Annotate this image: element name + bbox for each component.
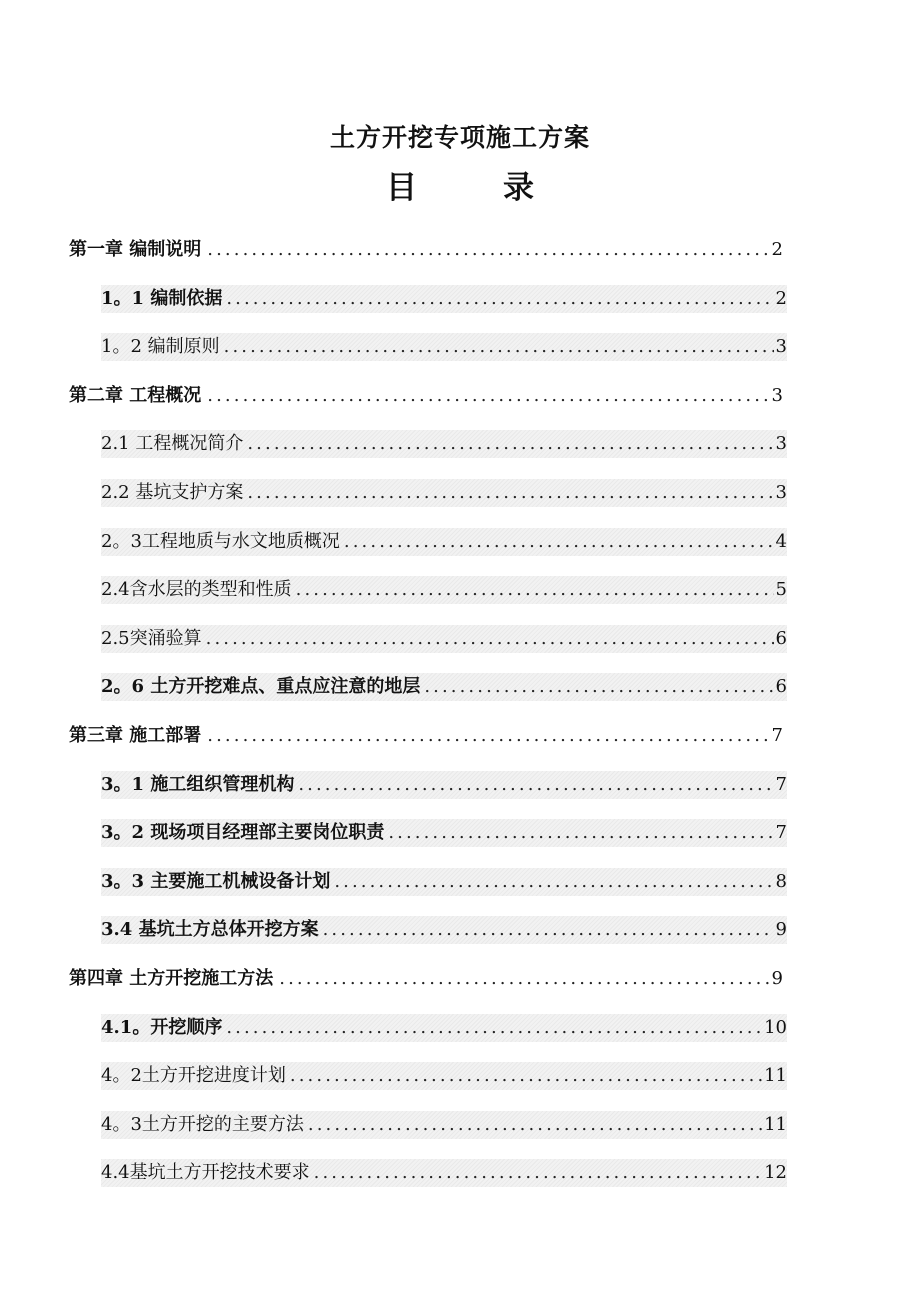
toc-section-entry[interactable]: [101, 285, 787, 313]
toc-entry-label: 2.2 基坑支护方案: [101, 482, 244, 503]
toc-page-number: 7: [775, 773, 787, 795]
toc-page-number: 8: [775, 870, 787, 892]
toc-dot-leader: [344, 528, 774, 556]
toc-dot-leader: [247, 479, 773, 507]
toc-entry-label: 4。2土方开挖进度计划: [101, 1065, 286, 1087]
toc-page-number: 9: [775, 919, 787, 941]
toc-section-entry[interactable]: [101, 673, 787, 701]
toc-dot-leader: [206, 625, 774, 653]
toc-page-number: 2: [775, 287, 787, 309]
toc-section-entry[interactable]: [101, 625, 787, 653]
toc-section-entry[interactable]: [101, 333, 787, 361]
toc-dot-leader: [308, 1111, 762, 1139]
document-title: 土方开挖专项施工方案: [329, 123, 590, 152]
toc-page-number: 3: [775, 433, 787, 455]
toc-dot-leader: [290, 1062, 762, 1090]
toc-entry-label: 2。6 土方开挖难点、重点应注意的地层: [101, 676, 421, 698]
toc-page-number: 2: [771, 239, 783, 260]
toc-entry-label: 2。3工程地质与水文地质概况: [101, 530, 340, 552]
toc-dot-leader: [226, 285, 773, 313]
toc-dot-leader: [207, 722, 769, 750]
toc-section-entry[interactable]: [101, 1062, 787, 1090]
toc-page-number: 12: [764, 1162, 787, 1184]
toc-entry-label: 第二章 工程概况: [69, 384, 202, 406]
toc-chapter-entry[interactable]: [69, 382, 783, 410]
toc-section-entry[interactable]: [101, 771, 787, 799]
toc-section-entry[interactable]: [101, 430, 787, 458]
toc-section-entry[interactable]: [101, 528, 787, 556]
toc-dot-leader: [207, 382, 769, 410]
toc-chapter-entry[interactable]: [69, 236, 783, 264]
toc-page-number: 11: [764, 1113, 787, 1135]
toc-page-number: 11: [764, 1065, 787, 1087]
toc-section-entry[interactable]: [101, 916, 787, 944]
toc-dot-leader: [207, 236, 769, 264]
toc-dot-leader: [224, 333, 774, 361]
toc-chapter-entry[interactable]: [69, 722, 783, 750]
toc-chapter-entry[interactable]: [69, 965, 783, 993]
toc-entry-label: 4.4基坑土方开挖技术要求: [101, 1162, 310, 1184]
toc-page-number: 9: [771, 968, 783, 989]
toc-page-number: 6: [775, 676, 787, 698]
toc-dot-leader: [298, 771, 773, 799]
toc-entry-label: 3。1 施工组织管理机构: [101, 773, 295, 795]
toc-entry-label: 2.1 工程概况简介: [101, 433, 244, 455]
toc-entry-label: 3.4 基坑土方总体开挖方案: [101, 919, 319, 941]
toc-dot-leader: [296, 576, 774, 604]
toc-page-number: 6: [775, 627, 787, 649]
toc-section-entry[interactable]: [101, 1111, 787, 1139]
toc-entry-label: 第三章 施工部署: [69, 725, 202, 746]
toc-entry-label: 第四章 土方开挖施工方法: [69, 968, 274, 989]
toc-dot-leader: [247, 430, 773, 458]
toc-dot-leader: [323, 916, 774, 944]
toc-section-entry[interactable]: [101, 1014, 787, 1042]
toc-page-number: 5: [775, 579, 787, 601]
toc-dot-leader: [314, 1159, 762, 1187]
toc-section-entry[interactable]: [101, 576, 787, 604]
toc-page-number: 4: [775, 530, 787, 552]
toc-dot-leader: [226, 1014, 762, 1042]
toc-section-entry[interactable]: [101, 1159, 787, 1187]
toc-entry-label: 3。2 现场项目经理部主要岗位职责: [101, 822, 385, 844]
toc-page-number: 7: [771, 725, 783, 746]
toc-entry-label: 1。1 编制依据: [101, 287, 223, 309]
toc-entry-label: 第一章 编制说明: [69, 239, 202, 260]
toc-page-number: 7: [775, 822, 787, 844]
toc-dot-leader: [388, 819, 773, 847]
toc-page-number: 3: [771, 384, 783, 406]
toc-entry-label: 1。2 编制原则: [101, 336, 220, 358]
toc-section-entry[interactable]: [101, 479, 787, 507]
toc-heading: 目录: [386, 170, 620, 206]
toc-page-number: 3: [775, 482, 787, 503]
toc-entry-label: 2.5突涌验算: [101, 627, 202, 649]
toc-entry-label: 2.4含水层的类型和性质: [101, 579, 292, 601]
toc-dot-leader: [334, 868, 773, 896]
toc-entry-label: 4.1。开挖顺序: [101, 1016, 223, 1038]
toc-dot-leader: [424, 673, 773, 701]
toc-section-entry[interactable]: [101, 819, 787, 847]
toc-section-entry[interactable]: [101, 868, 787, 896]
toc-page-number: 10: [764, 1016, 787, 1038]
toc-entry-label: 3。3 主要施工机械设备计划: [101, 870, 331, 892]
toc-entry-label: 4。3土方开挖的主要方法: [101, 1113, 304, 1135]
toc-dot-leader: [279, 965, 769, 993]
toc-page-number: 3: [775, 336, 787, 358]
